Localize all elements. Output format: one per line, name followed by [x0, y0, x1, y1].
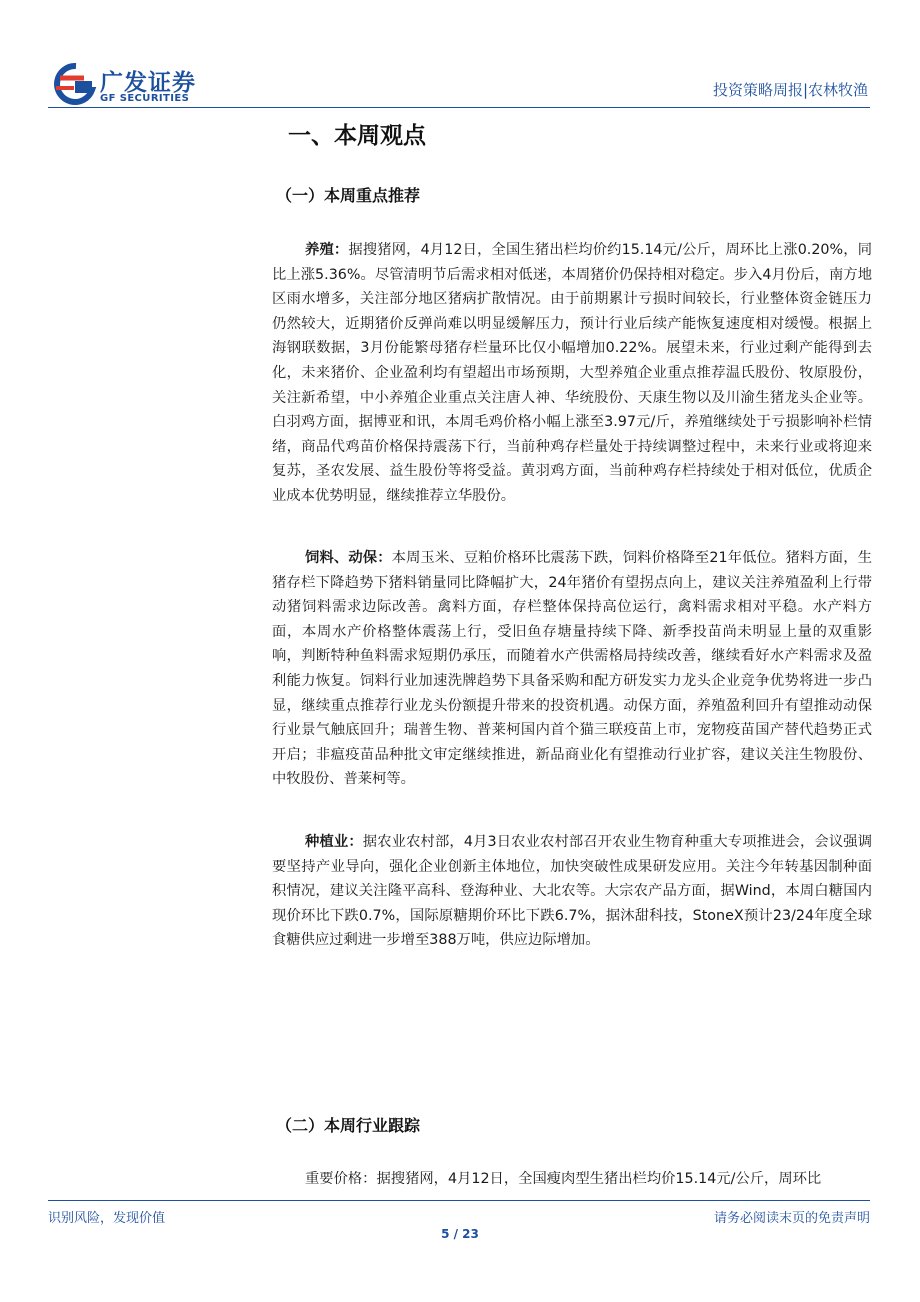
report-type: 投资策略周报|农林牧渔 — [712, 81, 868, 99]
subsection-title-tracking: （二）本周行业跟踪 — [276, 1116, 421, 1135]
footer-slogan: 识别风险，发现价值 — [48, 1211, 166, 1226]
logo-brand-cn: 广发证券 — [100, 70, 196, 96]
paragraph-breeding — [272, 238, 872, 509]
paragraph-planting — [272, 830, 872, 953]
paragraph-body: 据搜猪网，4月12日，全国生猪出栏均价约15.14元/公斤，周环比上涨0.20%，同比上涨5.36%。尽管清明节后需求相对低迷，本周猪价仍保持相对稳定。步入4月份后，南方地区雨水增多，关注部分地区猪病扩散情况。由于前期累计亏损时间较长，行业整体资金链压力仍然较大，近期猪价反弹尚难以明显缓解压力，预计行业后续产能恢复速度相对缓慢。根据上海钢联数据，3月份能繁母猪存栏量环比仅小幅增加0.22%。展望未来，行业过剩产能得到去化，未来猪价、企业盈利均有望超出市场预期，大型养殖企业重点推荐温氏股份、牧原股份，关注新希望，中小养殖企业重点关注唐人神、华统股份、天康生物以及川渝生猪龙头企业等。白羽鸡方面，据博亚和讯，本周毛鸡价格小幅上涨至3.97元/斤，养殖继续处于亏损影响补栏情绪，商品代鸡苗价格保持震荡下行，当前种鸡存栏量处于持续调整过程中，未来行业或将迎来复苏，圣农发展、益生股份等将受益。黄羽鸡方面，当前种鸡存栏持续处于相对低位，优质企业成本优势明显，继续推荐立华股份。 — [272, 242, 873, 504]
footer-divider — [48, 1200, 870, 1201]
paragraph-lead: 饲料、动保： — [305, 550, 392, 566]
paragraph-lead: 养殖： — [305, 242, 349, 258]
page-header — [0, 0, 920, 112]
footer-disclaimer: 请务必阅读末页的免责声明 — [713, 1211, 870, 1226]
paragraph-feed-animal-health — [272, 546, 872, 792]
paragraph-important-prices — [272, 1167, 872, 1192]
header-divider — [48, 107, 870, 108]
paragraph-lead: 种植业： — [305, 834, 363, 850]
paragraph-body: 本周玉米、豆粕价格环比震荡下跌，饲料价格降至21年低位。猪料方面，生猪存栏下降趋势下猪料销量同比降幅扩大，24年猪价有望拐点向上，建议关注养殖盈利上行带动猪饲料需求边际改善。禽料方面，存栏整体保持高位运行，禽料需求相对平稳。水产料方面，本周水产价格整体震荡上行，受旧鱼存塘量持续下降、新季投苗尚未明显上量的双重影响，判断特种鱼料需求短期仍承压，而随着水产供需格局持续改善，继续看好水产料需求及盈利能力恢复。饲料行业加速洗牌趋势下具备采购和配方研发实力龙头企业竞争优势将进一步凸显，继续重点推荐行业龙头份额提升带来的投资机遇。动保方面，养殖盈利回升有望推动动保行业景气触底回升；瑞普生物、普莱柯国内首个猫三联疫苗上市，宠物疫苗国产替代趋势正式开启；非瘟疫苗品种批文审定继续推进，新品商业化有望推动行业扩容，建议关注生物股份、中牧股份、普莱柯等。 — [272, 550, 872, 788]
paragraph-body: 据农业农村部，4月3日农业农村部召开农业生物育种重大专项推进会，会议强调要坚持产业导向，强化企业创新主体地位，加快突破性成果研发应用。关注今年转基因制种面积情况，建议关注隆平高科、登海种业、大北农等。大宗农产品方面，据Wind，本周白糖国内现价环比下跌0.7%，国际原糖期价环比下跌6.7%，据沐甜科技，StoneX预计23/24年度全球食糖供应过剩进一步增至388万吨，供应边际增加。 — [272, 834, 872, 949]
paragraph-body: 重要价格：据搜猪网，4月12日，全国瘦肉型生猪出栏均价15.14元/公斤，周环比 — [305, 1171, 822, 1187]
page-number: 5 / 23 — [441, 1227, 479, 1241]
section-title: 一、本周观点 — [288, 123, 426, 149]
subsection-title-recommend: （一）本周重点推荐 — [276, 186, 421, 205]
logo-brand-en: GF SECURITIES — [100, 93, 190, 104]
